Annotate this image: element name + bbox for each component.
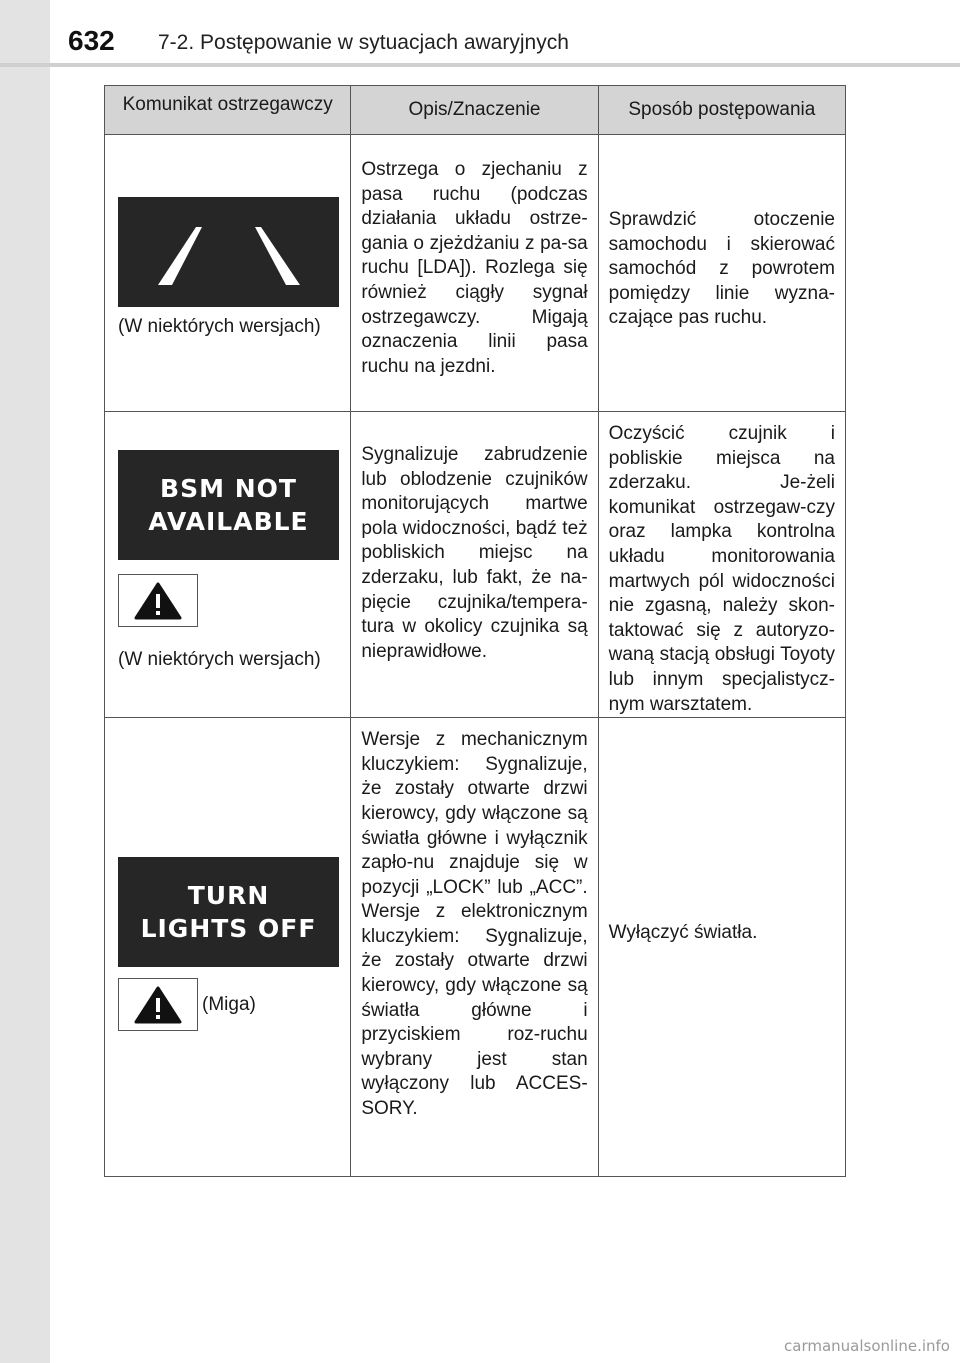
header-rule [0,63,960,67]
description-cell [351,135,598,412]
action-cell [598,718,845,1177]
column-header-description: Opis/Znaczenie [351,86,598,135]
description-text: Wersje z mechanicznym kluczykiem: Sygnalizuje, że zostały otwarte drzwi kierowcy, gdy włączone są światła główne i wyłącznik zapło-nu znajduje się w pozycji „LOCK” lub „ACC”. Wersje z elektronicznym kluczykiem: Sygnalizuje, że zostały otwarte drzwi kierowcy, gdy włączone są światła główne i przyciskiem roz-ruchu wybrany jest stan wyłączony lub ACCES-SORY. [361,729,588,1120]
variant-caption: (W niektórych wersjach) [118,649,321,670]
table-header-row [105,86,846,135]
description-cell [351,412,598,718]
warning-indicator [118,574,198,627]
warning-triangle-icon [133,581,183,621]
lane-departure-display-icon [118,197,339,307]
side-strip [0,0,50,1363]
bsm-not-available-display [118,450,339,560]
description-text: Ostrzega o zjechaniu z pasa ruchu (podczas działania układu ostrze-gania o zjeżdżaniu z pa-sa ruchu [LDA]). Rozlega się również ciągły sygnał ostrzegawczy. Migają oznaczenia linii pasa ruchu na jezdni. [361,159,588,377]
display-message: TURN LIGHTS OFF [140,881,317,944]
warning-messages-table [104,85,846,1177]
warning-indicator [118,978,198,1031]
table-row [105,718,846,1177]
lane-lines-icon [118,197,339,307]
action-text: Wyłączyć światła. [608,922,758,944]
action-text: Oczyścić czujnik i pobliskie miejsca na zderzaku. Je-żeli komunikat ostrzegaw-czy oraz lampka kontrolna układu monitorowania martwych pól widoczności nie zgasną, należy skon-taktować się z autoryzo-waną stacją obsługi Toyoty lub innym specjalistycz-nym warsztatem. [608,423,835,715]
description-text: Sygnalizuje zabrudzenie lub oblodzenie czujników monitorujących martwe pola widoczności, bądź też pobliskich miejsc na zderzaku, lub fakt, że na-pięcie czujnika/tempera-tura w okolicy czujnika są nieprawidłowe. [361,444,588,662]
column-header-message: Komunikat ostrzegawczy [105,86,351,135]
section-title: 7-2. Postępowanie w sytuacjach awaryjnych [158,31,569,54]
warning-triangle-icon [133,985,183,1025]
display-message: BSM NOT AVAILABLE [148,474,309,536]
message-cell [105,412,351,718]
action-cell [598,135,845,412]
variant-caption: (W niektórych wersjach) [118,316,321,337]
blink-caption: (Miga) [202,994,256,1016]
action-text: Sprawdzić otoczenie samochodu i skierować samochód z powrotem pomiędzy linie wyzna-czające pas ruchu. [608,209,835,329]
turn-lights-off-display [118,857,339,967]
message-cell [105,718,351,1177]
action-cell [598,412,845,718]
description-cell [351,718,598,1177]
watermark: carmanualsonline.info [784,1337,950,1355]
page-header [0,0,960,64]
column-header-action: Sposób postępowania [598,86,845,135]
table-row [105,412,846,718]
table-row [105,135,846,412]
message-cell [105,135,351,412]
page-number: 632 [68,25,115,56]
